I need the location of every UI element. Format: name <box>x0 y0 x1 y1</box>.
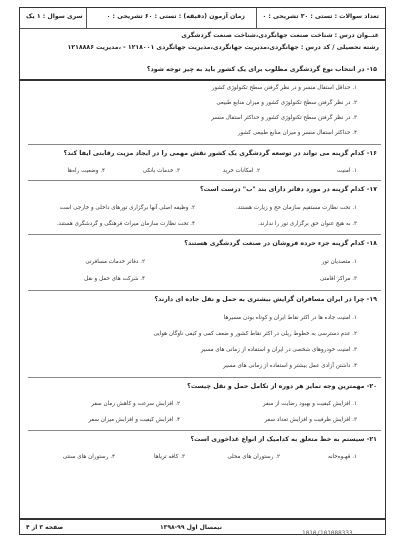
header-top-row <box>20 8 385 29</box>
option[interactable]: ۱. حداقل استفال منسر و در نظر گرفتن سطح تکنولوژی کشور <box>211 85 357 91</box>
page-number: صفحه ۳ از ۴ <box>26 524 64 531</box>
option[interactable]: ۱. امنیت جاده ها در اکثر نقاط ایران و کوتاه بودن مسیرها <box>223 315 357 321</box>
option[interactable]: ۳. افزایش ظرفیت و افزایش تعداد سفر <box>264 417 357 423</box>
question-21: ۲۱- سیستم به خط متعلق به کدامیک از انواع غذاخوری است؟ <box>190 436 377 443</box>
question-16: ۱۶- کدام گزینه می تواند در توسعه گردشگری یک کشور نقش مهمی را در ایجاد مزیت رقابتی ایفا کند؟ <box>63 150 377 157</box>
header-divider <box>256 8 257 28</box>
series: سری سوال : ۱ یک <box>26 13 83 20</box>
option[interactable]: ۲. افزایش سرعت و کاهش زمان سفر <box>91 401 180 407</box>
option[interactable]: ۴. رستوران های سنتی <box>62 454 115 460</box>
option[interactable]: ۳. به هیچ عنوان حق برگزاری تور را ندارند. <box>258 221 357 227</box>
exam-code: 1010/101088333 <box>302 530 353 537</box>
option[interactable]: ۱. تحت نظارت مستقیم سازمان حج و زیارت هستند. <box>235 205 357 211</box>
option[interactable]: ۴. تحت نظارت سازمان میراث فرهنگی و گردشگری هستند. <box>56 221 195 227</box>
option[interactable]: ۳. کافه تریاها <box>154 454 185 460</box>
option[interactable]: ۴. حداکثر استفال منسر و میزان منابع طبیعی کشور <box>237 130 357 136</box>
header-course-row <box>20 28 385 56</box>
option[interactable]: ۲. در نظر گرفتن سطح تکنولوژی کشور و میزان منابع طبیعی <box>216 100 357 106</box>
question-19: ۱۹- چرا در ایران مسافران گرایش بیشتری به حمل و نقل جاده ای دارند؟ <box>154 296 377 303</box>
question-divider <box>28 430 381 431</box>
question-divider <box>28 144 381 145</box>
question-18: ۱۸- کدام گزینه جزء حرده فروشان در صنعت گردشگری هستند؟ <box>184 240 377 247</box>
num-questions: تعداد سوالات : تستی : ۳۰ تشریحی : ۰ <box>262 13 379 20</box>
option[interactable]: ۳. در نظر گرفتن سطح تکنولوژی کشور و حداکثر استفال منسر <box>211 115 357 121</box>
option[interactable]: ۲. عدم دسترسی به خطوط ریلی در اکثر نقاط کشور و ضعف کمی و کیفی ناوگان هوایی <box>153 331 357 337</box>
option[interactable]: ۴. افزایش کیفیت و افزایش میزان سفر <box>88 417 180 423</box>
option[interactable]: ۱. متصدیان تور <box>321 259 357 265</box>
option[interactable]: ۴. شرکت های حمل و نقل <box>84 276 145 282</box>
question-15: ۱۵- در انتخاب نوع گردشگری مطلوب برای یک کشور باید به چیز توجه شود؟ <box>146 66 377 73</box>
option[interactable]: ۴. داشتن آزادی عمل بیشتر و استفاده از زمانی های مسیر <box>222 363 357 369</box>
option[interactable]: ۲. رستوران های محلی <box>227 454 280 460</box>
option[interactable]: ۳. امنیت خودروهای شخصی در ایران و استفاده از زمانی های مسیر <box>200 347 357 353</box>
option[interactable]: ۲. امکانات خرید <box>222 168 260 174</box>
header-divider <box>86 8 87 28</box>
term-label: نیمسال اول ۹۹-۱۳۹۸ <box>160 524 222 531</box>
question-divider <box>28 377 381 378</box>
question-20: ۲۰- مهمترین وجه تمایز هر دوره از تکامل حمل و نقل چیست؟ <box>187 383 377 390</box>
exam-time: زمان آزمون (دقیقه) : تستی : ۶۰ تشریحی : ۰ <box>106 13 245 20</box>
question-divider <box>28 180 381 181</box>
question-17: ۱۷- کدام گزینه در مورد دفاتر دارای بند "ب" درست است؟ <box>200 186 377 193</box>
course-title: عنــوان درس : شناخت صنعت جهانگردی،شناخت صنعت گردشگری <box>181 32 379 39</box>
option[interactable]: ۱. امنیت <box>337 168 357 174</box>
question-divider <box>28 290 381 291</box>
option[interactable]: ۱. قهـوه‌خانه <box>327 454 357 460</box>
option[interactable]: ۱. افزایش کیفیت و بهبود رضایت از سفر <box>262 401 357 407</box>
option[interactable]: ۳. مراکز اقامتی <box>319 276 357 282</box>
option[interactable]: ۴. وضعیت راه‌ها <box>67 168 105 174</box>
question-divider <box>28 234 381 235</box>
option[interactable]: ۲. دفاتر خدمات مسافرتی <box>85 259 145 265</box>
option[interactable]: ۲. وظیفه اصلی آنها برگزاری تورهای داخلی و خارجی است <box>59 205 195 211</box>
option[interactable]: ۳. خدمات بانکی <box>142 168 180 174</box>
major-code: رشته تحصیلی / کد درس : جهانگردی،مدیریت جهانگردی،مدیریت جهانگردی ۱۲۱۸۰۰۱ - ،مدیریت ۱۲۱۸۸۸۶ <box>67 44 379 51</box>
